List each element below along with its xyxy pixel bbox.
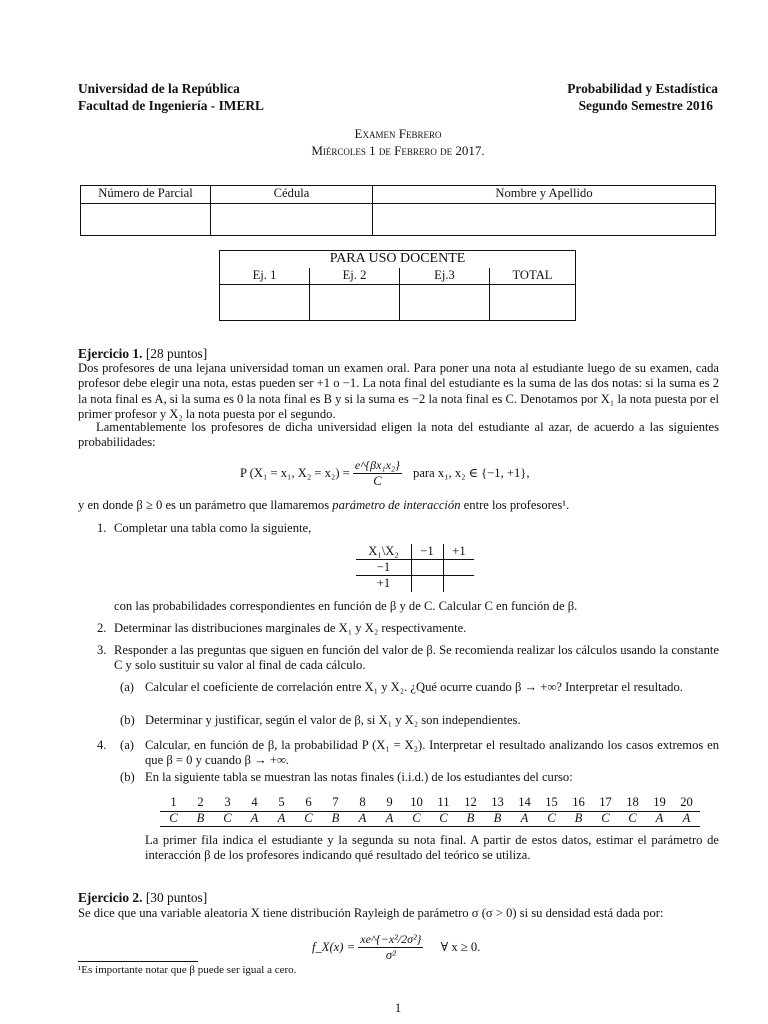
formula-numerator: e^{βx₁x₂}: [354, 458, 400, 472]
grade-student-index: 13: [491, 795, 504, 809]
grade-value: B: [466, 811, 475, 825]
grade-value: C: [304, 811, 313, 825]
grade-value: A: [385, 811, 394, 825]
rayleigh-numerator: xe^{−x²/2σ²}: [360, 932, 422, 946]
grade-student-index: 17: [599, 795, 612, 809]
grade-value: A: [682, 811, 691, 825]
exam-title: Examen Febrero: [354, 126, 442, 141]
grade-value: B: [331, 811, 340, 825]
grade-student-index: 7: [332, 795, 339, 809]
numero-parcial-field[interactable]: [81, 204, 211, 236]
grade-value: C: [628, 811, 637, 825]
header-nombre: Nombre y Apellido: [373, 186, 716, 204]
grade-value: C: [223, 811, 232, 825]
joint-table-row-1: −1: [376, 560, 391, 574]
grade-value: C: [169, 811, 178, 825]
item-1-after: con las probabilidades correspondientes en función de β y de C. Calcular C en función de β.: [114, 599, 578, 613]
item-3a-number: (a): [120, 680, 134, 694]
score-ej2: [310, 285, 400, 321]
formula-denominator: C: [373, 473, 382, 488]
p3-text-b: entre los profesores¹.: [460, 498, 570, 512]
score-ej3: [400, 285, 490, 321]
faculty-name: Facultad de Ingeniería - IMERL: [78, 98, 264, 113]
item-4b-number: (b): [120, 770, 135, 784]
university-name: Universidad de la República: [78, 81, 240, 96]
grade-value: A: [520, 811, 529, 825]
p3-emphasis: parámetro de interacción: [332, 498, 461, 512]
header-numero-parcial: Número de Parcial: [81, 186, 211, 204]
header-ej2: Ej. 2: [310, 268, 400, 285]
grade-student-index: 4: [251, 795, 258, 809]
grade-student-index: 15: [545, 795, 558, 809]
header-ej1: Ej. 1: [220, 268, 310, 285]
grade-student-index: 19: [653, 795, 666, 809]
grade-student-index: 8: [359, 795, 366, 809]
teacher-table-title: PARA USO DOCENTE: [220, 251, 576, 268]
grade-student-index: 10: [410, 795, 423, 809]
score-total: [490, 285, 576, 321]
item-3b-text: Determinar y justificar, según el valor de β, si X₁ y X₂ son independientes.: [145, 713, 521, 727]
ej1-title: Ejercicio 1.: [78, 346, 143, 361]
header-total: TOTAL: [490, 268, 576, 285]
item-2-number: 2.: [97, 621, 107, 635]
joint-table-col-1: −1: [420, 544, 434, 558]
item-1-number: 1.: [97, 521, 107, 535]
item-3-number: 3.: [97, 643, 107, 657]
ej1-paragraph-1: Dos profesores de una lejana universidad toman un examen oral. Para poner una nota al estudiante luego de su examen, cada profesor debe elegir una nota, estas pueden ser +1 o −1. La nota final del estudiante es la suma de las dos notas: si la suma es 2 la nota final es A, si la suma es 0 la nota final es B y si la suma es −2 la nota final es C. Denotamos por X₁ la nota puesta por el primer profesor y X₂ la nota puesta por el segundo.: [78, 361, 719, 422]
exam-date: Miércoles 1 de Febrero de 2017.: [311, 143, 485, 158]
ej1-paragraph-3: [78, 498, 719, 513]
grade-student-index: 20: [680, 795, 693, 809]
item-3a-text: Calcular el coeficiente de correlación entre X₁ y X₂. ¿Qué ocurre cuando β → +∞? Interpretar el resultado.: [145, 680, 683, 694]
student-info-table: [80, 185, 716, 236]
joint-prob-table: [356, 544, 474, 592]
joint-table-corner: X₁\X₂: [368, 544, 399, 558]
footnote-rule: [78, 961, 198, 962]
grade-student-index: 11: [437, 795, 450, 809]
grade-value: A: [250, 811, 259, 825]
grade-student-index: 3: [224, 795, 231, 809]
rayleigh-denominator: σ²: [385, 947, 396, 962]
nombre-field[interactable]: [373, 204, 716, 236]
grade-student-index: 12: [464, 795, 477, 809]
semester: Segundo Semestre 2016: [578, 98, 713, 113]
grade-value: B: [574, 811, 583, 825]
score-ej1: [220, 285, 310, 321]
formula-lhs: P (X₁ = x₁, X₂ = x₂) =: [240, 465, 350, 480]
joint-table-vrule-1: [411, 544, 412, 592]
joint-table-col-2: +1: [452, 544, 466, 558]
grade-value: A: [655, 811, 664, 825]
grade-value: A: [358, 811, 367, 825]
grade-value: C: [547, 811, 556, 825]
grade-student-index: 9: [386, 795, 393, 809]
grade-value: C: [601, 811, 610, 825]
grade-value: B: [196, 811, 205, 825]
footnote: ¹Es importante notar que β puede ser igual a cero.: [78, 964, 297, 976]
rayleigh-rhs: ∀ x ≥ 0.: [440, 939, 481, 954]
grades-table: [160, 795, 700, 829]
ej2-paragraph-1: Se dice que una variable aleatoria X tiene distribución Rayleigh de parámetro σ (σ > 0) si su densidad está dada por:: [78, 906, 664, 920]
course-name: Probabilidad y Estadística: [567, 81, 718, 96]
grade-value: C: [439, 811, 448, 825]
item-4a-text: Calcular, en función de β, la probabilidad P (X₁ = X₂). Interpretar el resultado analizando los casos extremos en que β = 0 y cuando β → +∞.: [145, 738, 719, 768]
ej2-title: Ejercicio 2.: [78, 890, 143, 905]
item-3b-number: (b): [120, 713, 135, 727]
ej2-heading: [78, 890, 207, 906]
rayleigh-lhs: f_X(x) =: [312, 939, 356, 954]
item-3-text: Responder a las preguntas que siguen en función del valor de β. Se recomienda realizar los cálculos usando la constante C y solo sustituir su valor al final de cada cálculo.: [114, 643, 719, 673]
grade-student-index: 16: [572, 795, 585, 809]
joint-table-rule-2: [356, 575, 474, 576]
joint-table-rule-1: [356, 559, 474, 560]
item-2-text: Determinar las distribuciones marginales de X₁ y X₂ respectivamente.: [114, 621, 467, 635]
grade-student-index: 1: [170, 795, 177, 809]
grade-student-index: 2: [197, 795, 204, 809]
item-4b-after: La primer fila indica el estudiante y la segunda su nota final. A partir de estos datos, estimar el parámetro de interacción β de los profesores indicando qué resultado del teórico se utiliza.: [145, 833, 719, 863]
item-4a-number: (a): [120, 738, 134, 752]
grade-student-index: 14: [518, 795, 531, 809]
teacher-use-table: [219, 250, 576, 321]
ej1-paragraph-2: Lamentablemente los profesores de dicha universidad eligen la nota del estudiante al azar, de acuerdo a las siguientes probabilidades:: [78, 420, 719, 450]
item-4-number: 4.: [97, 738, 107, 752]
grade-value: A: [277, 811, 286, 825]
ej2-points: [30 puntos]: [145, 890, 208, 905]
grade-value: C: [412, 811, 421, 825]
joint-table-row-2: +1: [376, 576, 391, 590]
joint-table-vrule-2: [443, 544, 444, 592]
p3-text-a: y en donde β ≥ 0 es un parámetro que llamaremos: [78, 498, 333, 512]
ej2-formula: [312, 932, 480, 963]
page-number: 1: [394, 1001, 402, 1015]
grade-value: B: [493, 811, 502, 825]
item-4b-text: En la siguiente tabla se muestran las notas finales (i.i.d.) de los estudiantes del curso:: [145, 770, 573, 784]
grade-student-index: 6: [305, 795, 312, 809]
ej1-heading: [78, 346, 207, 362]
ej1-points: [28 puntos]: [145, 346, 208, 361]
ej1-formula: [240, 458, 530, 489]
header-ej3: Ej.3: [400, 268, 490, 285]
grade-student-index: 5: [278, 795, 285, 809]
grade-student-index: 18: [626, 795, 639, 809]
item-1-text: Completar una tabla como la siguiente,: [114, 521, 312, 535]
header-cedula: Cédula: [211, 186, 373, 204]
formula-rhs: para x₁, x₂ ∈ {−1, +1},: [413, 465, 530, 480]
cedula-field[interactable]: [211, 204, 373, 236]
